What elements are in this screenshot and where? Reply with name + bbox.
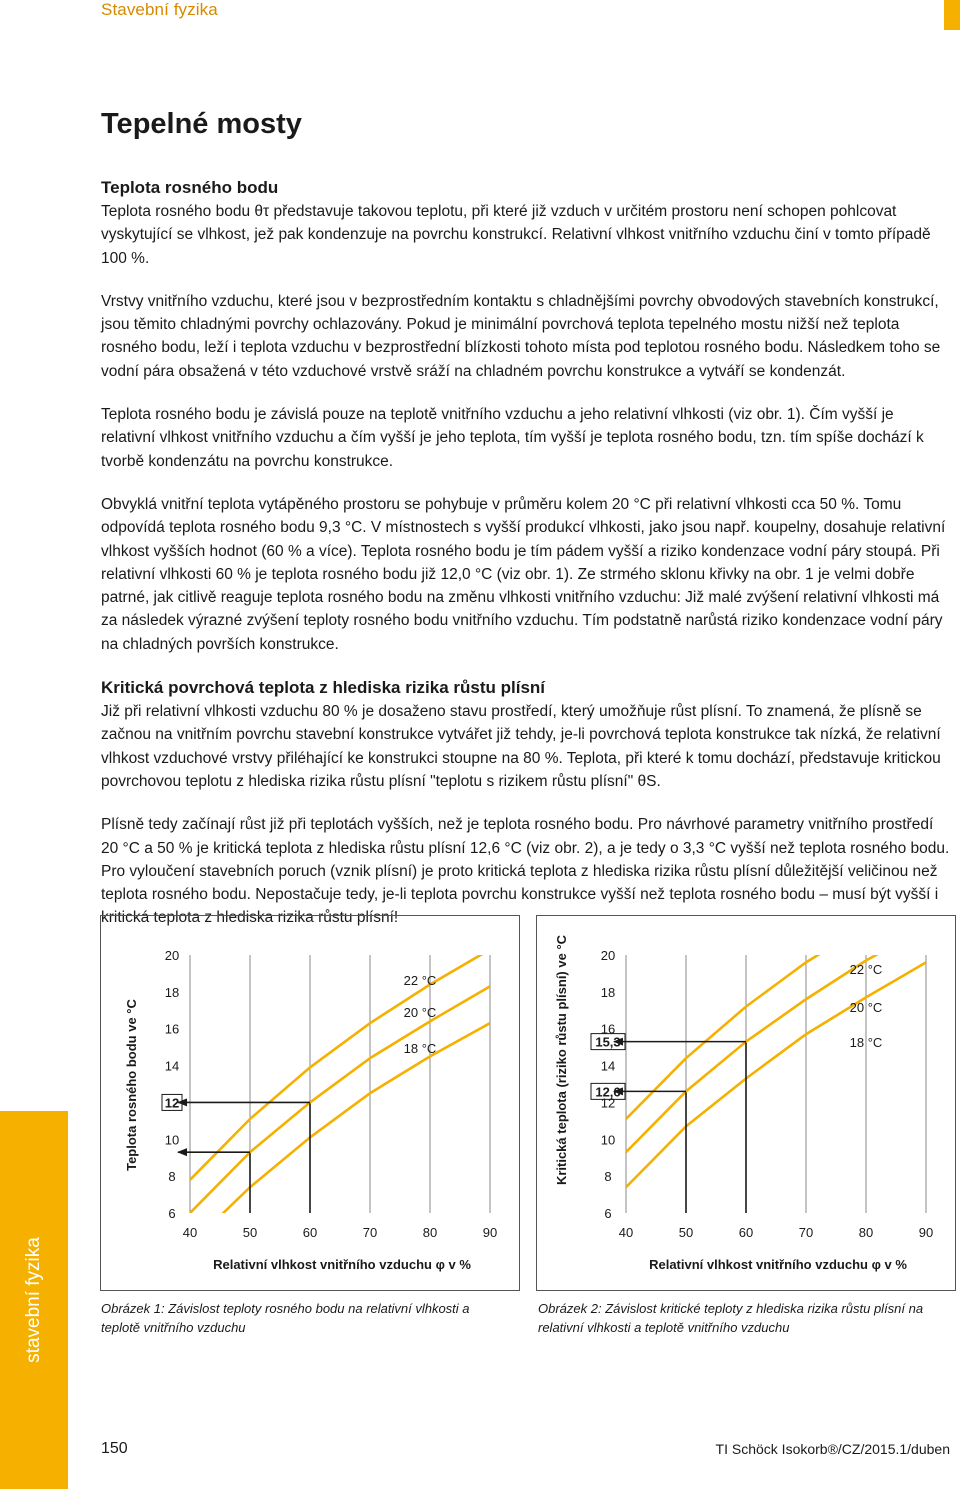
- x-axis-label: Relativní vlhkost vnitřního vzduchu φ v %: [649, 1257, 907, 1272]
- y-tick-label: 8: [604, 1169, 612, 1185]
- y-tick-label: 16: [164, 1021, 180, 1037]
- y-tick-label: 8: [168, 1169, 176, 1185]
- x-tick-label: 80: [858, 1225, 874, 1240]
- y-tick-label: 10: [600, 1132, 616, 1148]
- series-label: 18 °C: [403, 1041, 437, 1056]
- figure-caption-2: Obrázek 2: Závislost kritické teploty z hlediska rizika růstu plísní na relativní vlhkosti a teplotě vnitřního vzduchu: [538, 1301, 924, 1335]
- dew-point-chart-svg: [100, 915, 520, 1345]
- y-tick-label: 20: [164, 948, 180, 963]
- series-label: 22 °C: [403, 973, 437, 988]
- paragraph: Teplota rosného bodu θτ představuje takovou teplotu, při které již vzduch v určitém prostoru není schopen pohlcovat vyskytující se vlhkost, jež pak kondenzuje na povrchu konstrukcí. Relativní vlhkost vnitřního vzduchu činí v tomto případě 100 %.: [101, 203, 931, 267]
- x-tick-label: 90: [918, 1225, 934, 1240]
- x-tick-label: 90: [482, 1225, 498, 1240]
- charts-area: [100, 915, 956, 1335]
- highlighted-tick-label: 12,6: [595, 1084, 621, 1100]
- series-line: [190, 949, 490, 1179]
- header-section-title: Stavební fyzika: [101, 0, 218, 19]
- highlighted-tick-label: 15,3: [595, 1034, 621, 1050]
- y-tick-label: 18: [600, 984, 616, 1000]
- mould-risk-chart: [536, 915, 956, 1345]
- y-tick-label: 14: [164, 1058, 180, 1074]
- series-label: 20 °C: [849, 1000, 883, 1015]
- series-line: [626, 915, 926, 1119]
- side-tab-label: stavební fyzika: [23, 1237, 44, 1363]
- x-tick-label: 70: [362, 1225, 378, 1240]
- paragraph: Teplota rosného bodu je závislá pouze na teplotě vnitřního vzduchu a jeho relativní vlhkosti (viz obr. 1). Čím vyšší je relativní vlhkost vnitřního vzduchu a čím vyšší je jeho teplota, tím vyšší je teplota rosného bodu, tzn. tím spíše dochází k tvorbě kondenzátu na povrchu konstrukce.: [101, 406, 924, 470]
- paragraph: Obvyklá vnitřní teplota vytápěného prostoru se pohybuje v průměru kolem 20 °C při relativní vlhkosti cca 50 %. Tomu odpovídá teplota rosného bodu 9,3 °C. V místnostech s vyšší produkcí vlhkosti, jako jsou např. koupelny, dosahuje relativní vlhkost vyšších hodnot (60 % a více). Teplota rosného bodu je tím pádem vyšší a riziko kondenzace vodní páry stoupá. Při relativní vlhkosti 60 % je teplota rosného bodu již 12,0 °C (viz obr. 1). Ze strmého sklonu křivky na obr. 1 je velmi dobře patrné, jak citlivě reaguje teplota rosného bodu na změnu vlhkosti vnitřního vzduchu: Již malé zvýšení relativní vlhkosti má za následek výrazné zvýšení teploty rosného bodu vnitřního vzduchu. Tím podstatně narůstá riziko kondenzace vodní páry na chladných površích konstrukce.: [101, 495, 946, 653]
- header-accent-bar: [944, 0, 960, 30]
- x-axis-label: Relativní vlhkost vnitřního vzduchu φ v %: [213, 1257, 471, 1272]
- y-tick-label: 18: [164, 984, 180, 1000]
- y-tick-label: 6: [604, 1206, 612, 1221]
- y-tick-label: 20: [600, 948, 616, 963]
- y-tick-label: 6: [168, 1206, 176, 1221]
- y-tick-label: 16: [600, 1021, 616, 1037]
- mould-risk-chart-svg: [536, 915, 956, 1345]
- y-tick-label: 14: [600, 1058, 616, 1074]
- page-number: 150: [101, 1440, 128, 1457]
- dew-point-chart: [100, 915, 520, 1345]
- x-tick-label: 70: [798, 1225, 814, 1240]
- page-title: Tepelné mosty: [101, 108, 302, 140]
- x-tick-label: 60: [302, 1225, 318, 1240]
- highlighted-tick-label: 12: [164, 1095, 180, 1111]
- section-heading-dew-point: Teplota rosného bodu: [101, 178, 279, 197]
- y-tick-label: 10: [164, 1132, 180, 1148]
- footer-reference: TI Schöck Isokorb®/CZ/2015.1/duben: [715, 1441, 950, 1457]
- x-tick-label: 60: [738, 1225, 754, 1240]
- figure-caption-1: Obrázek 1: Závislost teploty rosného bodu na relativní vlhkosti a teplotě vnitřního vzduchu: [101, 1301, 470, 1335]
- series-line: [190, 986, 490, 1213]
- series-label: 22 °C: [849, 962, 883, 977]
- main-content: [101, 176, 951, 950]
- paragraph: Plísně tedy začínají růst již při teplotách vyšších, než je teplota rosného bodu. Pro návrhové parametry vnitřního prostředí 20 °C a 50 % je kritická teplota z hlediska růstu plísní 12,6 °C (viz obr. 2), a je tedy o 3,3 °C vyšší než teplota rosného bodu. Pro vyloučení stavebních poruch (vznik plísní) je proto kritická teplota z hlediska rizika růstu plísní důležitější veličinou než teplota rosného bodu. Nepostačuje tedy, je-li teplota povrchu konstrukce vyšší než teplota rosného bodu – musí být vyšší i kritická teplota z hlediska rizika růstu plísní!: [101, 816, 950, 927]
- y-tick-label: 12: [600, 1095, 616, 1111]
- x-tick-label: 80: [422, 1225, 438, 1240]
- series-label: 20 °C: [403, 1005, 437, 1020]
- x-tick-label: 40: [182, 1225, 198, 1240]
- x-tick-label: 40: [618, 1225, 634, 1240]
- section-heading-mould: Kritická povrchová teplota z hlediska rizika růstu plísní: [101, 678, 546, 698]
- series-label: 18 °C: [849, 1035, 883, 1050]
- x-tick-label: 50: [242, 1225, 258, 1240]
- paragraph: Vrstvy vnitřního vzduchu, které jsou v bezprostředním kontaktu s chladnějšími povrchy obvodových stavebních konstrukcí, jsou těmito chladnými povrchy ochlazovány. Pokud je minimální povrchová teplota tepelného mostu nižší než teplota rosného bodu, leží i teplota vzduchu v bezprostřední blízkosti tohoto místa pod teplotou rosného bodu. Následkem toho se vodní pára obsažená v této vzduchové vrstvě sráží na chladném povrchu konstrukce a vytváří se kondenzát.: [101, 292, 941, 380]
- paragraph: Již při relativní vlhkosti vzduchu 80 % je dosaženo stavu prostředí, který umožňuje růst plísní. To znamená, že plísně se začnou na vnitřním povrchu stavební konstrukce vytvářet již tehdy, je-li povrchová teplota konstrukce tak nízká, že relativní vlhkost vzduchové vrstvy přiléhající ke konstrukci stoupne na 80 %. Teplota, při které k tomu dochází, představuje kritickou povrchovou teplotu z hlediska rizika růstu plísní "teplotu s rizikem růstu plísní" θS.: [101, 703, 941, 790]
- x-tick-label: 50: [678, 1225, 694, 1240]
- y-axis-label: Kritická teplota (riziko růstu plísní) ve °C: [554, 934, 569, 1186]
- y-axis-label: Teplota rosného bodu ve °C: [124, 999, 139, 1171]
